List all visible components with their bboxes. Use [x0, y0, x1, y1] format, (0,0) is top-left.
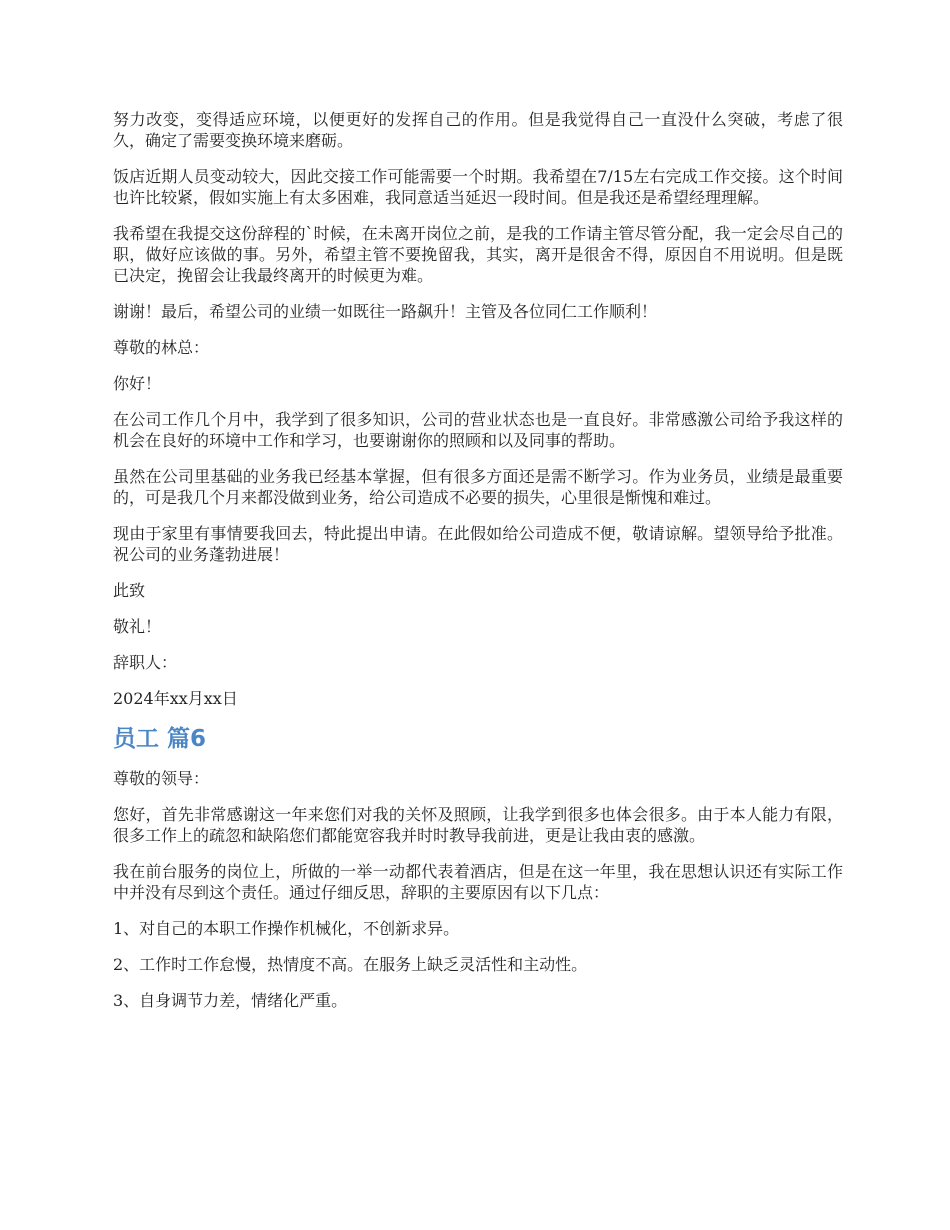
paragraph: 饭店近期人员变动较大，因此交接工作可能需要一个时期。我希望在7/15左右完成工作交接。这个时间也许比较紧，假如实施上有太多困难，我同意适当延迟一段时间。但是我还是希望经理理解。	[113, 167, 843, 207]
list-item: 2、工作时工作怠慢，热情度不高。在服务上缺乏灵活性和主动性。	[113, 955, 588, 974]
paragraph: 虽然在公司里基础的业务我已经基本掌握，但有很多方面还是需不断学习。作为业务员，业绩是最重要的，可是我几个月来都没做到业务，给公司造成不必要的损失，心里很是惭愧和难过。	[113, 467, 843, 507]
salutation: 尊敬的林总：	[113, 338, 210, 357]
closing-line: 此致	[113, 581, 146, 600]
paragraph: 谢谢！最后，希望公司的业绩一如既往一路飙升！主管及各位同仁工作顺利！	[113, 302, 658, 321]
paragraph: 我在前台服务的岗位上，所做的一举一动都代表着酒店，但是在这一年里，我在思想认识还有实际工作中并没有尽到这个责任。通过仔细反思，辞职的主要原因有以下几点：	[113, 862, 843, 902]
section-heading: 员工 篇6	[113, 726, 207, 752]
list-item: 1、对自己的本职工作操作机械化，不创新求异。	[113, 919, 460, 938]
greeting: 你好！	[113, 374, 162, 393]
paragraph: 您好，首先非常感谢这一年来您们对我的关怀及照顾，让我学到很多也体会很多。由于本人能力有限，很多工作上的疏忽和缺陷您们都能宽容我并时时教导我前进，更是让我由衷的感激。	[113, 805, 843, 845]
paragraph: 我希望在我提交这份辞程的`时候，在未离开岗位之前，是我的工作请主管尽管分配，我一定会尽自己的职，做好应该做的事。另外，希望主管不要挽留我，其实，离开是很舍不得，原因自不用说明。但是既已决定，挽留会让我最终离开的时候更为难。	[113, 224, 843, 285]
list-item: 3、自身调节力差，情绪化严重。	[113, 991, 348, 1010]
signature-line: 辞职人：	[113, 653, 178, 672]
closing-regards: 敬礼！	[113, 617, 162, 636]
document-body	[113, 109, 843, 1026]
salutation: 尊敬的领导：	[113, 769, 210, 788]
paragraph: 现由于家里有事情要我回去，特此提出申请。在此假如给公司造成不便，敬请谅解。望领导给予批准。祝公司的业务蓬勃进展！	[113, 524, 843, 564]
paragraph: 在公司工作几个月中，我学到了很多知识，公司的营业状态也是一直良好。非常感激公司给予我这样的机会在良好的环境中工作和学习，也要谢谢你的照顾和以及同事的帮助。	[113, 410, 843, 450]
paragraph: 努力改变，变得适应环境，以便更好的发挥自己的作用。但是我觉得自己一直没什么突破，考虑了很久，确定了需要变换环境来磨砺。	[113, 110, 843, 150]
date-line: 2024年xx月xx日	[113, 689, 238, 708]
